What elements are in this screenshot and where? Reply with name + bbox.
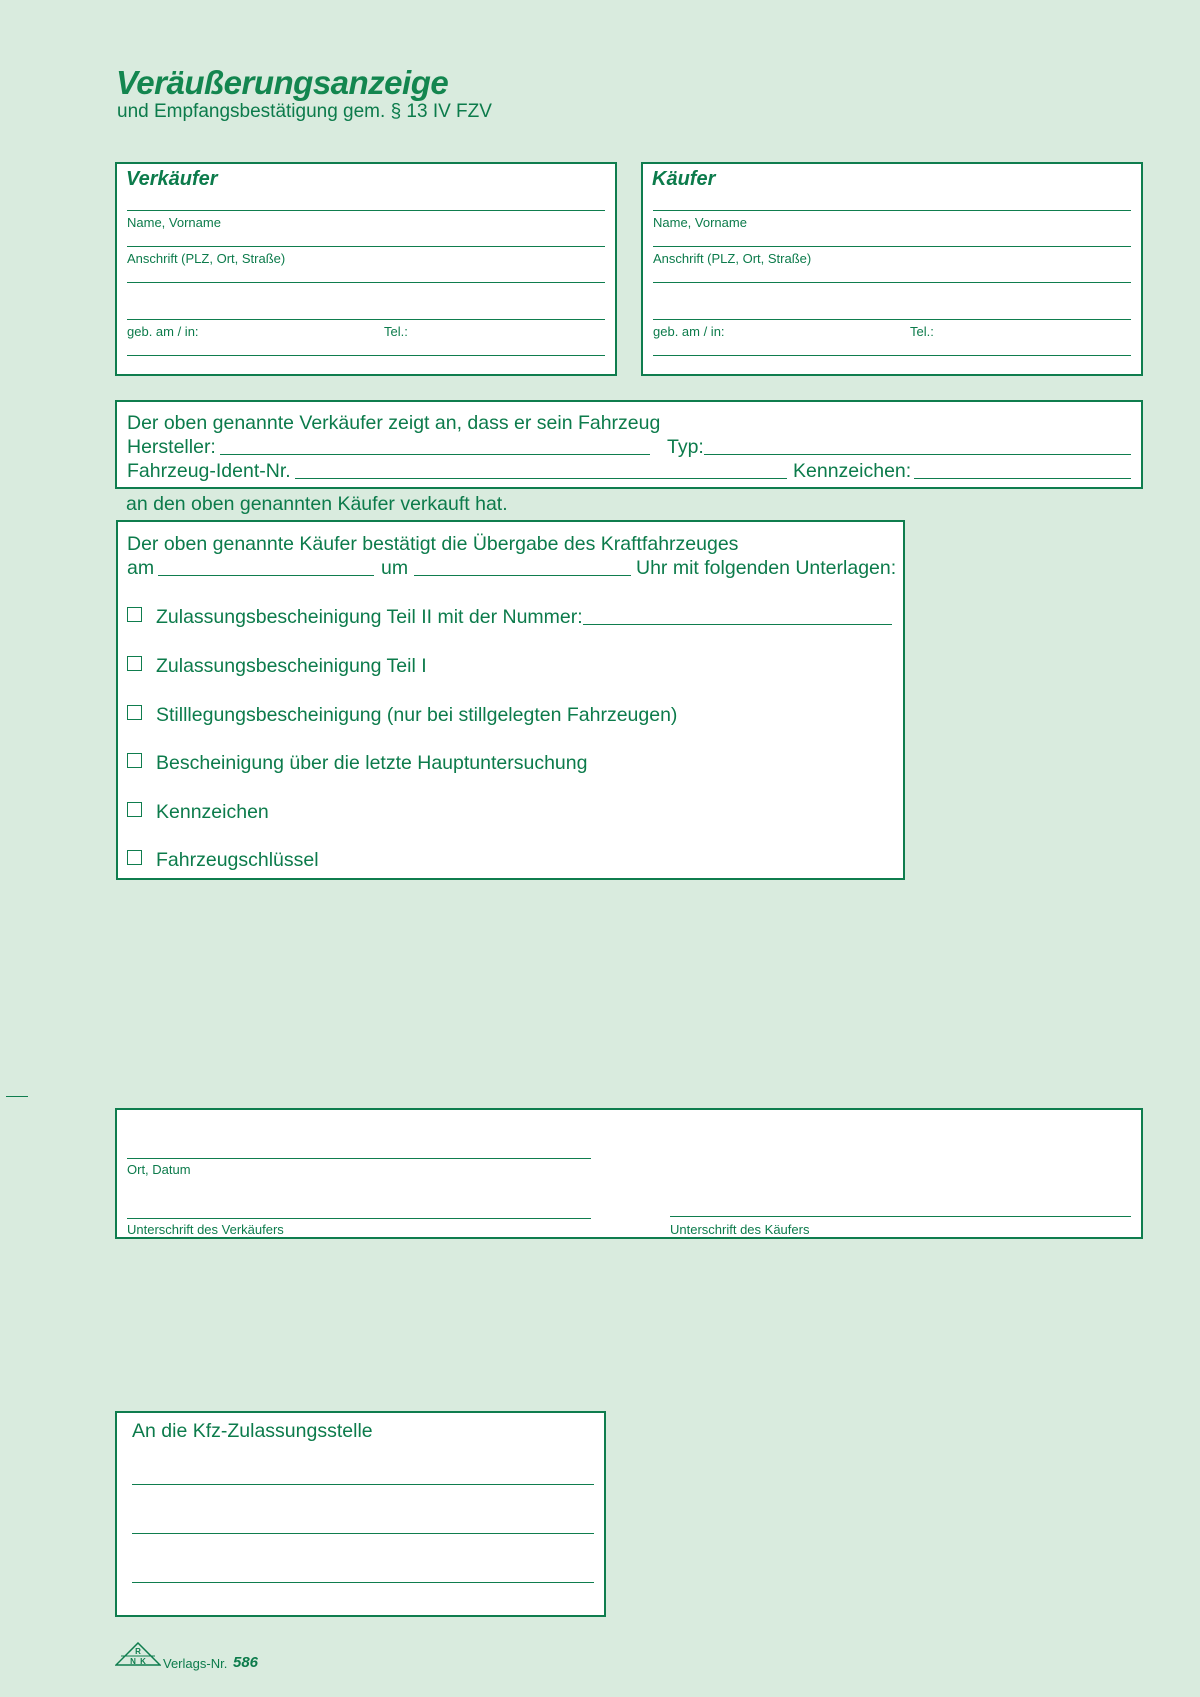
authority-line-3[interactable]	[132, 1582, 594, 1583]
seller-address-label: Anschrift (PLZ, Ort, Straße)	[127, 251, 286, 266]
buyer-address-label: Anschrift (PLZ, Ort, Straße)	[653, 251, 812, 266]
seller-heading: Verkäufer	[126, 168, 218, 190]
buyer-name-label: Name, Vorname	[653, 215, 747, 230]
type-field[interactable]	[704, 454, 1131, 455]
vehicle-keys-label: Fahrzeugschlüssel	[156, 849, 319, 871]
manufacturer-label: Hersteller:	[127, 436, 216, 458]
license-plates-label: Kennzeichen	[156, 801, 269, 823]
seller-address-line-3[interactable]	[127, 319, 605, 320]
vehicle-box	[115, 400, 1143, 489]
buyer-heading: Käufer	[652, 168, 716, 190]
vin-label: Fahrzeug-Ident-Nr.	[127, 460, 291, 482]
seller-birth-label: geb. am / in:	[127, 324, 199, 339]
decommission-certificate-checkbox[interactable]	[127, 705, 142, 720]
vehicle-keys-checkbox[interactable]	[127, 850, 142, 865]
seller-birth-phone-field[interactable]	[127, 355, 605, 356]
manufacturer-field[interactable]	[220, 454, 650, 455]
registration-part1-checkbox[interactable]	[127, 656, 142, 671]
rnk-logo-icon	[115, 1642, 161, 1666]
seller-name-field[interactable]	[127, 210, 605, 211]
buyer-birth-phone-field[interactable]	[653, 355, 1131, 356]
inspection-certificate-label: Bescheinigung über die letzte Hauptuntersuchung	[156, 752, 588, 774]
seller-box	[115, 162, 617, 376]
type-label: Typ:	[667, 436, 704, 458]
buyer-address-line-3[interactable]	[653, 319, 1131, 320]
seller-signature-field[interactable]	[127, 1218, 591, 1219]
place-date-field[interactable]	[127, 1158, 591, 1159]
documents-label: Uhr mit folgenden Unterlagen:	[636, 557, 897, 579]
signature-box	[115, 1108, 1143, 1239]
buyer-address-field[interactable]	[653, 246, 1131, 247]
place-date-label: Ort, Datum	[127, 1162, 191, 1177]
authority-line-2[interactable]	[132, 1533, 594, 1534]
handover-intro: Der oben genannte Käufer bestätigt die Übergabe des Kraftfahrzeuges	[127, 533, 739, 555]
publisher-number: 586	[233, 1654, 259, 1671]
publisher-label: Verlags-Nr.	[163, 1656, 228, 1671]
publisher-logo	[115, 1642, 161, 1671]
svg-text:K: K	[140, 1657, 146, 1666]
buyer-signature-label: Unterschrift des Käufers	[670, 1222, 810, 1237]
buyer-phone-label: Tel.:	[910, 324, 934, 339]
license-plates-checkbox[interactable]	[127, 802, 142, 817]
svg-text:R: R	[135, 1647, 141, 1656]
date-field[interactable]	[158, 575, 374, 576]
seller-phone-label: Tel.:	[384, 324, 408, 339]
buyer-address-line-2[interactable]	[653, 282, 1131, 283]
vehicle-intro: Der oben genannte Verkäufer zeigt an, dass er sein Fahrzeug	[127, 412, 661, 434]
buyer-name-field[interactable]	[653, 210, 1131, 211]
registration-part2-number-field[interactable]	[583, 624, 892, 625]
authority-line-1[interactable]	[132, 1484, 594, 1485]
seller-name-label: Name, Vorname	[127, 215, 221, 230]
vehicle-outro: an den oben genannten Käufer verkauft hat.	[126, 493, 508, 515]
registration-part1-label: Zulassungsbescheinigung Teil I	[156, 655, 427, 677]
form-subtitle: und Empfangsbestätigung gem. § 13 IV FZV	[117, 101, 492, 122]
registration-part2-checkbox[interactable]	[127, 607, 142, 622]
inspection-certificate-checkbox[interactable]	[127, 753, 142, 768]
seller-address-line-2[interactable]	[127, 282, 605, 283]
date-label: am	[127, 557, 155, 579]
fold-mark	[6, 1096, 28, 1097]
plate-field[interactable]	[914, 478, 1131, 479]
authority-box	[115, 1411, 606, 1617]
handover-box	[116, 520, 905, 880]
buyer-signature-field[interactable]	[670, 1216, 1131, 1217]
time-label: um	[381, 557, 409, 579]
authority-label: An die Kfz-Zulassungsstelle	[132, 1420, 373, 1442]
seller-signature-label: Unterschrift des Verkäufers	[127, 1222, 284, 1237]
seller-address-field[interactable]	[127, 246, 605, 247]
decommission-certificate-label: Stilllegungsbescheinigung (nur bei stillgelegten Fahrzeugen)	[156, 704, 678, 726]
registration-part2-label: Zulassungsbescheinigung Teil II mit der Nummer:	[156, 606, 583, 628]
buyer-birth-label: geb. am / in:	[653, 324, 725, 339]
form-title: Veräußerungsanzeige	[116, 64, 449, 101]
svg-text:N: N	[130, 1657, 136, 1666]
vin-field[interactable]	[295, 478, 787, 479]
plate-label: Kennzeichen:	[793, 460, 912, 482]
buyer-box	[641, 162, 1143, 376]
time-field[interactable]	[414, 575, 631, 576]
